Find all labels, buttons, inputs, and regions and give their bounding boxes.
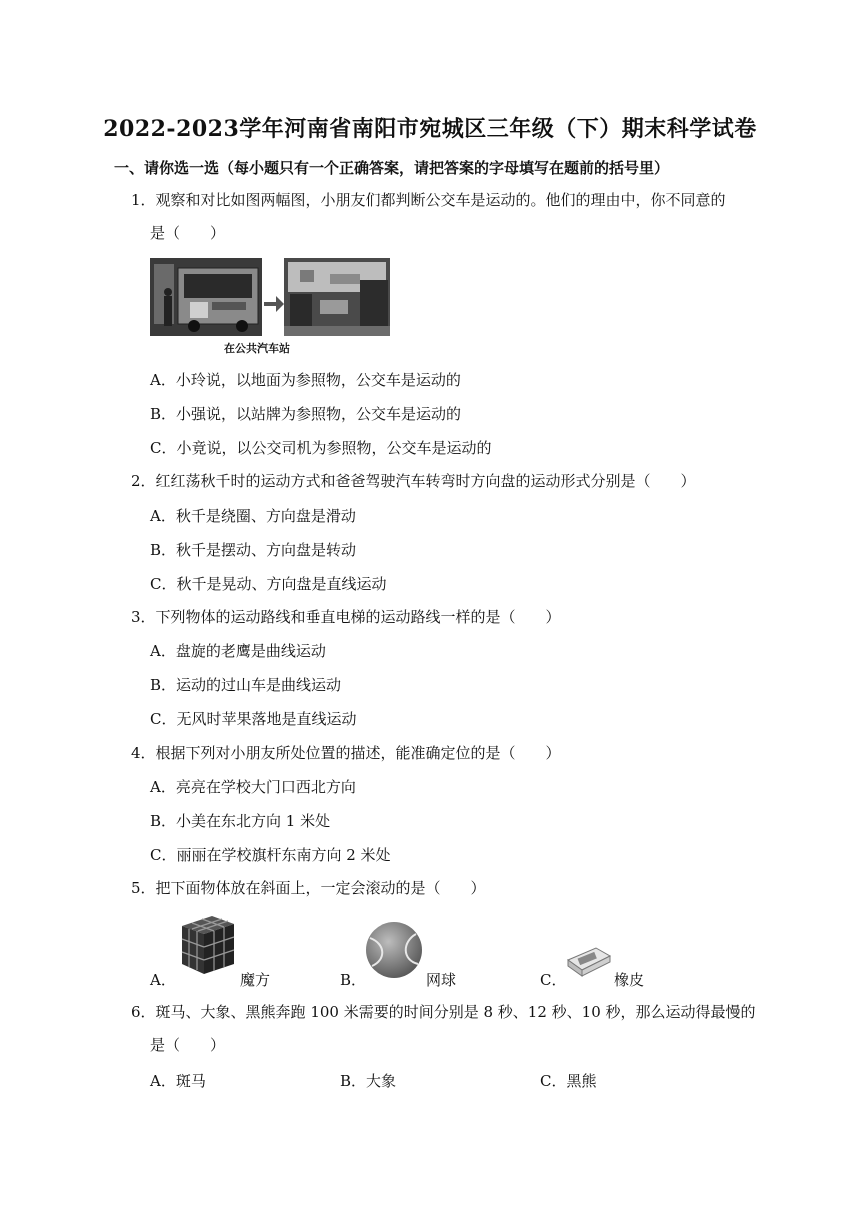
q6-stem: 6．斑马、大象、黑熊奔跑 100 米需要的时间分别是 8 秒、12 秒、10 秒，那么运动得最慢的 [131,1003,756,1021]
q4-option-b: B．小美在东北方向 1 米处 [150,812,331,830]
q2-stem: 2．红红荡秋千时的运动方式和爸爸驾驶汽车转弯时方向盘的运动形式分别是（ ） [131,472,696,490]
q6-option-b: B．大象 [340,1072,397,1090]
q5-stem: 5．把下面物体放在斜面上，一定会滚动的是（ ） [131,879,486,897]
q6-option-a: A．斑马 [150,1072,206,1090]
q2-option-c: C．秋千是晃动、方向盘是直线运动 [150,575,387,593]
q1-stem-cont: 是（ ） [150,224,226,242]
q5-option-b-label: 网球 [426,971,457,989]
q3-option-b: B．运动的过山车是曲线运动 [150,676,342,694]
q6-stem-cont: 是（ ） [150,1036,226,1054]
q3-option-a: A．盘旋的老鹰是曲线运动 [150,642,326,660]
rubiks-cube-icon [176,912,238,978]
q2-option-b: B．秋千是摆动、方向盘是转动 [150,541,357,559]
section-heading: 一、请你选一选（每小题只有一个正确答案，请把答案的字母填写在题前的括号里） [114,159,670,177]
q5-option-c-label: 橡皮 [614,971,645,989]
q3-option-c: C．无风时苹果落地是直线运动 [150,710,357,728]
q5-option-c-letter: C． [540,971,567,989]
q6-option-c: C．黑熊 [540,1072,597,1090]
q1-option-c: C．小竟说，以公交司机为参照物，公交车是运动的 [150,439,492,457]
figure-caption: 在公共汽车站 [224,342,290,355]
q3-stem: 3．下列物体的运动路线和垂直电梯的运动路线一样的是（ ） [131,608,561,626]
q4-option-a: A．亮亮在学校大门口西北方向 [150,778,356,796]
q1-option-b: B．小强说，以站牌为参照物，公交车是运动的 [150,405,462,423]
exam-title: 2022-2023学年河南省南阳市宛城区三年级（下）期末科学试卷 [103,116,757,142]
q5-option-a-label: 魔方 [240,971,271,989]
q4-option-c: C．丽丽在学校旗杆东南方向 2 米处 [150,846,391,864]
eraser-icon [566,944,612,978]
q2-option-a: A．秋千是绕圈、方向盘是滑动 [150,507,356,525]
q5-option-b-letter: B． [340,971,367,989]
tennis-ball-icon [364,920,424,980]
bus-station-figure [150,256,390,356]
q1-option-a: A．小玲说，以地面为参照物，公交车是运动的 [150,371,461,389]
q4-stem: 4．根据下列对小朋友所处位置的描述，能准确定位的是（ ） [131,744,561,762]
q1-stem: 1．观察和对比如图两幅图，小朋友们都判断公交车是运动的。他们的理由中，你不同意的 [131,191,726,209]
q5-option-a-letter: A． [150,971,176,989]
